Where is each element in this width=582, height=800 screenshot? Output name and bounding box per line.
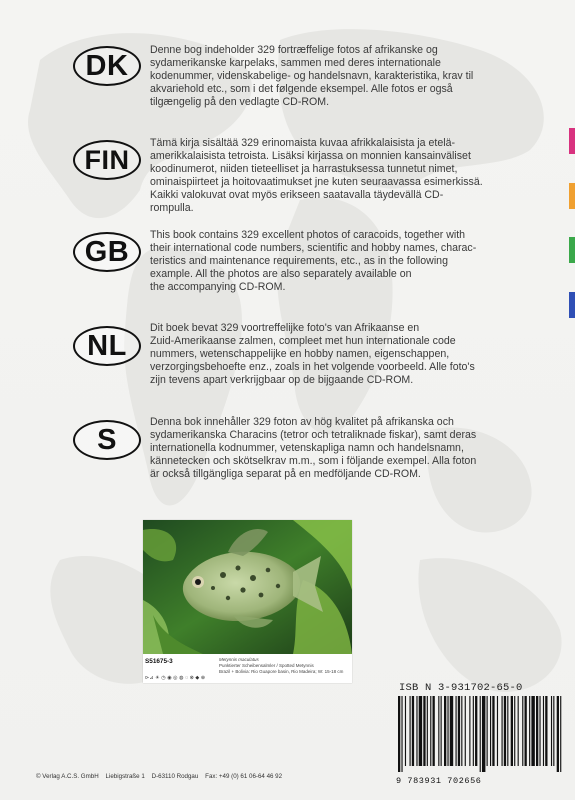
barcode-bar xyxy=(450,696,453,766)
barcode-bar xyxy=(497,696,498,766)
barcode-bar xyxy=(405,696,406,766)
country-badge-nl: NL xyxy=(73,326,141,366)
text-fin: Tämä kirja sisältää 329 erinomaista kuvaa afrikkalaisista ja etelä- amerikkalaisista tetroista. Lisäksi kirjassa on monnien kansainväliset koodinumerot, niiden tieteelliset ja harrastuksessa tunnetut nimet, ominaispiirteet ja hoitovaatimukset jne kuten seuraavassa esimerkissä. Kaikki valokuvat ovat myös erikseen saatavalla täydevällä CD-rompulla. xyxy=(150,137,483,214)
barcode-bar xyxy=(504,696,506,766)
text-dk: Denne bog indeholder 329 fortræffelige fotos af afrikanske og sydamerikanske karpelaks, sammen med deres internationale kodenummer, videnskabelige- og handelsnavn, karakteristika, krav til akvariehold etc., som i det følgende eksempel. Alle fotos er også tilgængelig på den vedlagte CD-ROM. xyxy=(150,44,474,108)
barcode-bar xyxy=(412,696,414,766)
barcode-bar xyxy=(438,696,439,766)
fish-common-names: Punktierter Scheibensalmler / Spotted Metynnis xyxy=(219,663,314,668)
barcode-bar xyxy=(525,696,527,766)
care-symbols: ⊳⊿ ☀ ◷ ◉ ◎ ◍ ◌ ⊗ ◆ ⊕ xyxy=(145,675,206,681)
barcode-bar xyxy=(480,696,481,772)
barcode-bar xyxy=(398,696,400,772)
tab-orange xyxy=(569,183,575,209)
barcode-bar xyxy=(416,696,417,766)
barcode-bar xyxy=(401,696,402,772)
publisher-footer: © Verlag A.C.S. GmbH Liebigstraße 1 D-63110 Rodgau Fax: +49 (0) 61 06-64 46 92 xyxy=(36,773,283,780)
barcode-bar xyxy=(514,696,515,766)
barcode-bar xyxy=(441,696,442,766)
barcode-bar xyxy=(492,696,494,766)
barcode-bar xyxy=(482,696,485,772)
barcode-bar xyxy=(560,696,561,772)
barcode-bar xyxy=(543,696,544,766)
country-badge-fin: FIN xyxy=(73,140,141,180)
barcode-bar xyxy=(444,696,446,766)
tab-green xyxy=(569,237,575,263)
barcode-bar xyxy=(475,696,477,766)
barcode-bar xyxy=(423,696,425,766)
barcode-bar xyxy=(539,696,540,766)
text-gb: This book contains 329 excellent photos of caracoids, together with their international code numbers, scientific and hobby names, charac- teristics and maintenance requirements, etc., as in the following example. All the photos are also separately available on the accompanying CD-ROM. xyxy=(150,229,477,293)
barcode-bar xyxy=(469,696,470,766)
barcode-bar xyxy=(490,696,491,766)
fish-code: S51675-3 xyxy=(145,658,173,665)
barcode-bar xyxy=(473,696,474,766)
barcode-bar xyxy=(465,696,466,766)
barcode-bar xyxy=(545,696,547,766)
barcode-bar xyxy=(502,696,503,766)
barcode-bar xyxy=(456,696,457,766)
barcode-bar xyxy=(522,696,523,766)
tab-pink xyxy=(569,128,575,154)
barcode-bar xyxy=(551,696,552,766)
tab-blue xyxy=(569,292,575,318)
barcode-bar xyxy=(518,696,519,766)
barcode-bar xyxy=(419,696,422,766)
country-badge-gb: GB xyxy=(73,232,141,272)
barcode-bar xyxy=(433,696,435,766)
barcode-bar xyxy=(511,696,513,766)
text-nl: Dit boek bevat 329 voortreffelijke foto's van Afrikaanse en Zuid-Amerikaanse zalmen, compleet met hun internationale code nummers, wetenschappelijke en hobby namen, eigenschappen, verzorgingsbehoefte enz., zoals in het volgende voorbeeld. Alle foto's zijn tevens apart verkrijgbaar op de bijgaande CD-ROM. xyxy=(150,322,475,386)
fish-photo xyxy=(143,520,352,654)
barcode-bar xyxy=(557,696,559,772)
barcode-bar xyxy=(507,696,508,766)
text-s: Denna bok innehåller 329 foton av hög kvalitet på afrikanska och sydamerikanska Characins (tetror och tetraliknade fiskar), samt deras internationella kodnummer, vetenskapliga namn och handelsnamn, kännetecken och skötselkrav m.m., som i följande exempel. Alla foton är också tillgängliga separat på en medföljande CD-ROM. xyxy=(150,416,477,480)
barcode-bar xyxy=(458,696,460,766)
country-badge-dk: DK xyxy=(73,46,141,86)
barcode-bar xyxy=(427,696,428,766)
barcode-bar xyxy=(536,696,538,766)
barcode-bar xyxy=(553,696,554,766)
fish-species: Metynnis maculatus xyxy=(219,657,259,662)
barcode-bar xyxy=(529,696,530,766)
fish-distribution: Brazil + Bolivia: Rio Guapore basin, Rio Madeira; W: 15-18 cm xyxy=(219,669,344,674)
barcode-bar xyxy=(447,696,448,766)
barcode-bar xyxy=(531,696,534,766)
barcode-bar xyxy=(487,696,488,766)
barcode-bar xyxy=(430,696,431,766)
barcode-bar xyxy=(461,696,462,766)
barcode-number: 9 783931 702656 xyxy=(396,776,482,786)
country-badge-s: S xyxy=(73,420,141,460)
barcode-bar xyxy=(410,696,411,766)
barcode xyxy=(394,696,566,772)
example-fish-card xyxy=(143,520,352,683)
isbn: ISB N 3-931702-65-0 xyxy=(399,682,523,694)
